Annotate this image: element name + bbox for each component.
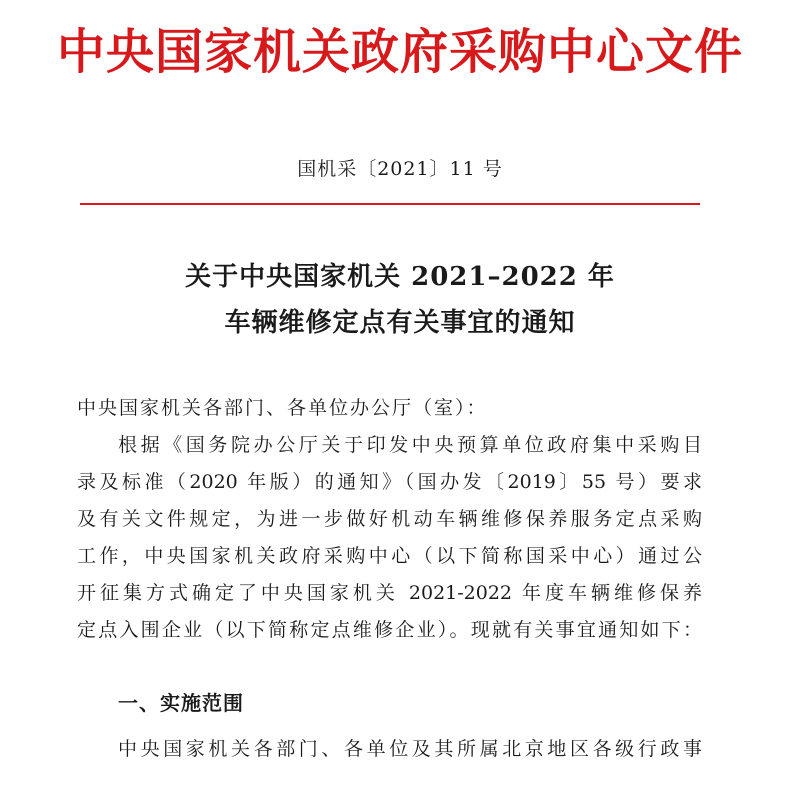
body-text-line: 工作，中央国家机关政府采购中心（以下简称国采中心）通过公 [77,545,702,567]
body-text-line: 根据《国务院办公厅关于印发中央预算单位政府集中采购目 [118,434,702,456]
notice-title-line-2: 车辆维修定点有关事宜的通知 [224,308,576,338]
body-text-line: 中央国家机关各部门、各单位及其所属北京地区各级行政事 [118,738,702,760]
body-text-line: 及有关文件规定，为进一步做好机动车辆维修保养服务定点采购 [77,508,702,530]
notice-title-line-1: 关于中央国家机关 2021–2022 年 [185,262,615,292]
body-text-line: 录及标准（2020 年版）的通知》（国办发〔2019〕55 号）要求 [77,471,702,493]
body-text-line: 开征集方式确定了中央国家机关 2021-2022 年度车辆维修保养 [77,582,702,604]
body-text-line: 定点入围企业（以下简称定点维修企业）。现就有关事宜通知如下： [77,619,702,641]
red-separator-line [80,203,700,205]
document-number: 国机采〔2021〕11 号 [297,158,503,180]
salutation: 中央国家机关各部门、各单位办公厅（室）： [77,397,488,419]
section-heading: 一、实施范围 [118,691,244,715]
document-masthead: 中央国家机关政府采购中心文件 [56,24,743,80]
